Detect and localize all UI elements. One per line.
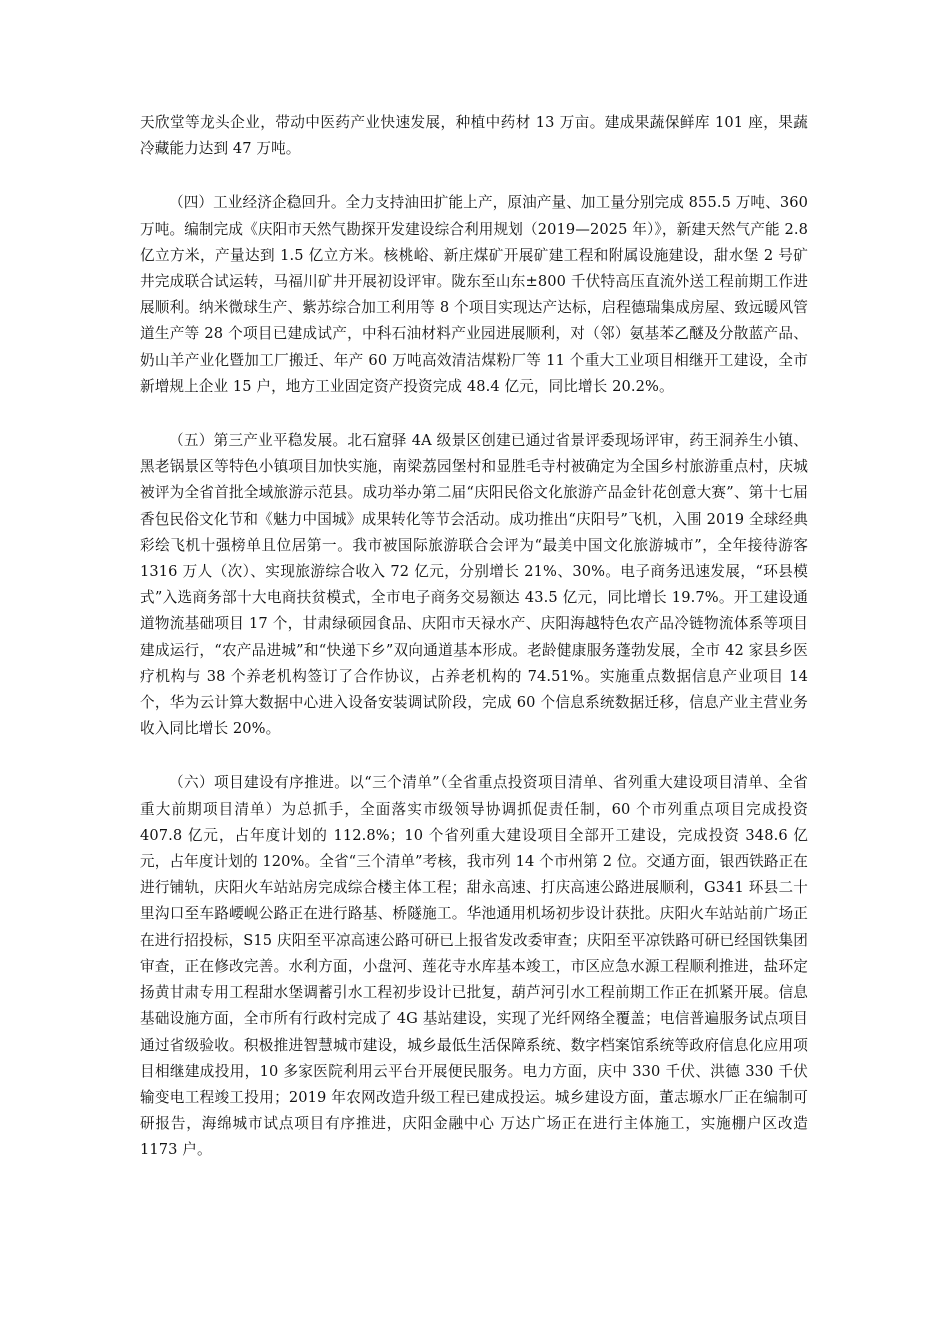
- paragraph-tertiary-industry: （五）第三产业平稳发展。北石窟驿 4A 级景区创建已通过省景评委现场评审，药王洞养生小镇、黑老锅景区等特色小镇项目加快实施，南梁荔园堡村和显胜毛寺村被确定为全国乡村旅游重点村，庆城被评为全省首批全域旅游示范县。成功举办第二届“庆阳民俗文化旅游产品金针花创意大赛”、第十七届香包民俗文化节和《魅力中国城》成果转化等节会活动。成功推出“庆阳号”飞机，入围 2019 全球经典彩绘飞机十强榜单且位居第一。我市被国际旅游联合会评为“最美中国文化旅游城市”，全年接待游客 1316 万人（次）、实现旅游综合收入 72 亿元，分别增长 21%、30%。电子商务迅速发展，“环县模式”入选商务部十大电商扶贫模式，全市电子商务交易额达 43.5 亿元，同比增长 19.7%。开工建设通道物流基础项目 17 个，甘肃绿硕园食品、庆阳市天禄水产、庆阳海越特色农产品冷链物流体系等项目建成运行，“农产品进城”和“快递下乡”双向通道基本形成。老龄健康服务蓬勃发展，全市 42 家县乡医疗机构与 38 个养老机构签订了合作协议，占养老机构的 74.51%。实施重点数据信息产业项目 14 个，华为云计算大数据中心进入设备安装调试阶段，完成 60 个信息系统数据迁移，信息产业主营业务收入同比增长 20%。: [140, 432, 808, 738]
- paragraph-project-construction: （六）项目建设有序推进。以“三个清单”（全省重点投资项目清单、省列重大建设项目清单、全省重大前期项目清单）为总抓手，全面落实市级领导协调抓促责任制，60 个市列重点项目完成投资 407.8 亿元，占年度计划的 112.8%；10 个省列重大建设项目全部开工建设，完成投资 348.6 亿元，占年度计划的 120%。全省“三个清单”考核，我市列 14 个市州第 2 位。交通方面，银西铁路正在进行铺轨，庆阳火车站站房完成综合楼主体工程；甜永高速、打庆高速公路进展顺利，G341 环县二十里沟口至车路崾岘公路正在进行路基、桥隧施工。华池通用机场初步设计获批。庆阳火车站站前广场正在进行招投标，S15 庆阳至平凉高速公路可研已上报省发改委审查；庆阳至平凉铁路可研已经国铁集团审查，正在修改完善。水利方面，小盘河、莲花寺水库基本竣工，市区应急水源工程顺利推进，盐环定扬黄甘肃专用工程甜水堡调蓄引水工程初步设计已批复，葫芦河引水工程前期工作正在抓紧开展。信息基础设施方面，全市所有行政村完成了 4G 基站建设，实现了光纤网络全覆盖；电信普遍服务试点项目通过省级验收。积极推进智慧城市建设，城乡最低生活保障系统、数字档案馆系统等政府信息化应用项目相继建成投用，10 多家医院利用云平台开展便民服务。电力方面，庆中 330 千伏、洪德 330 千伏输变电工程竣工投用；2019 年农网改造升级工程已建成投运。城乡建设方面，董志塬水厂正在编制可研报告，海绵城市试点项目有序推进，庆阳金融中心 万达广场正在进行主体施工，实施棚户区改造 1173 户。: [140, 774, 808, 1159]
- paragraph-industrial-economy: （四）工业经济企稳回升。全力支持油田扩能上产，原油产量、加工量分别完成 855.5 万吨、360 万吨。编制完成《庆阳市天然气勘探开发建设综合利用规划（2019—2025 年）》，新建天然气产能 2.8 亿立方米，产量达到 1.5 亿立方米。核桃峪、新庄煤矿开展矿建工程和附属设施建设，甜水堡 2 号矿井完成联合试运转，马福川矿井开展初设评审。陇东至山东±800 千伏特高压直流外送工程前期工作进展顺利。纳米微球生产、紫苏综合加工利用等 8 个项目实现达产达标，启程德瑞集成房屋、致远暖风管道生产等 28 个项目已建成试产，中科石油材料产业园进展顺利，对（邻）氨基苯乙醚及分散蓝产品、奶山羊产业化暨加工厂搬迁、年产 60 万吨高效清洁煤粉厂等 11 个重大工业项目相继开工建设，全市新增规上企业 15 户，地方工业固定资产投资完成 48.4 亿元，同比增长 20.2%。: [140, 194, 808, 395]
- document-body: [140, 110, 808, 1164]
- paragraph-intro-continuation: 天欣堂等龙头企业，带动中医药产业快速发展，种植中药材 13 万亩。建成果蔬保鲜库 101 座，果蔬冷藏能力达到 47 万吨。: [140, 114, 808, 158]
